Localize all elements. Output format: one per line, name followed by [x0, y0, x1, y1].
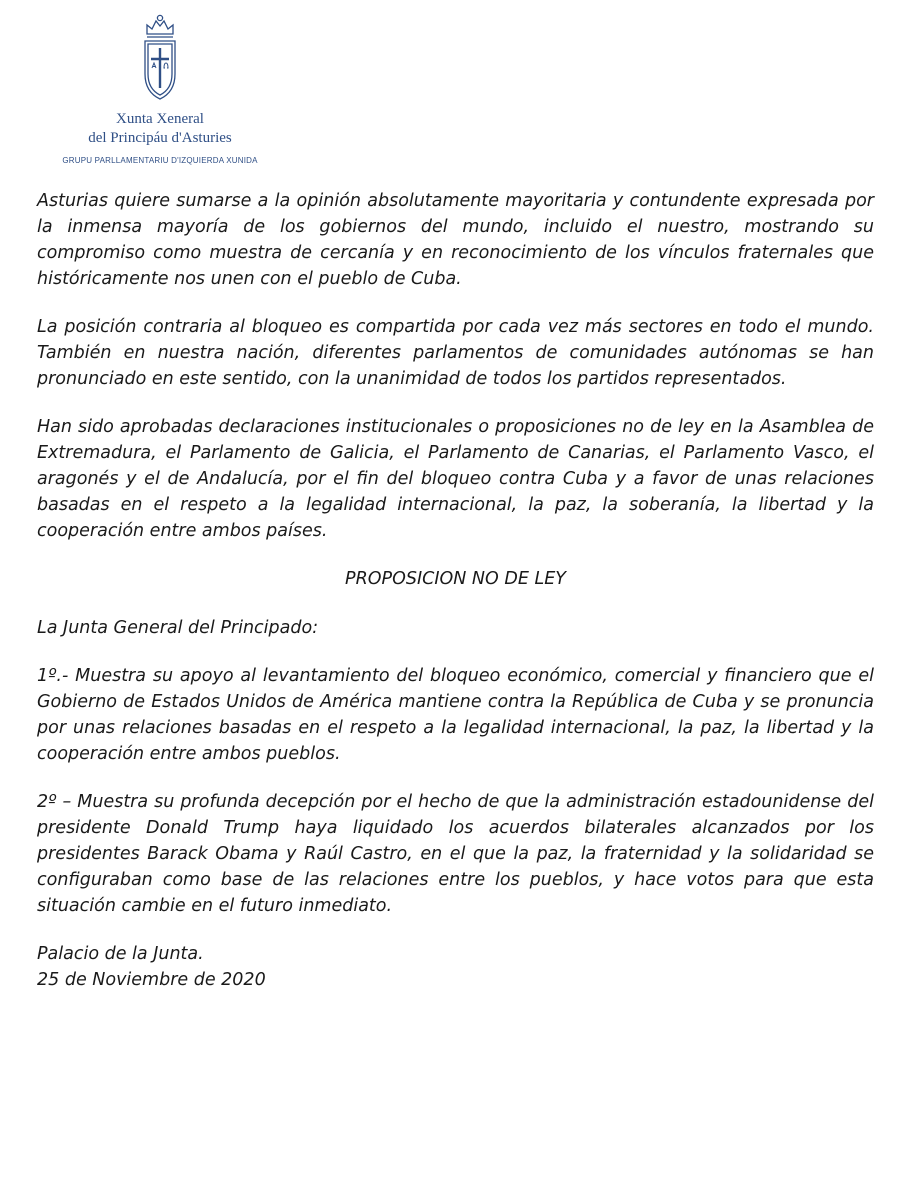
letterhead: [40, 12, 280, 165]
signing-date: 25 de Noviembre de 2020: [37, 970, 266, 990]
paragraph-3: Han sido aprobadas declaraciones institucionales o proposiciones no de ley en la Asamblea de Extremadura, el Parlamento de Galicia, el Parlamento de Canarias, el Parlamento Vasco, el aragonés y el de Andalucía, por el fin del bloqueo contra Cuba y a favor de unas relaciones basadas en el respeto a la legalidad internacional, la paz, la soberanía, la libertad y la cooperación entre ambos países.: [37, 417, 874, 541]
paragraph-1: Asturias quiere sumarse a la opinión absolutamente mayoritaria y contundente expresada por la inmensa mayoría de los gobiernos del mundo, incluido el nuestro, mostrando su compromiso como muestra de cercanía y en reconocimiento de los vínculos fraternales que históricamente nos unen con el pueblo de Cuba.: [37, 191, 874, 289]
organization-name: [88, 110, 232, 148]
organization-name-line1: Xunta Xeneral: [116, 111, 204, 127]
organization-name-line2: del Principáu d'Asturies: [88, 130, 232, 146]
parliamentary-group: GRUPU PARLLAMENTARIU D'IZQUIERDA XUNIDA: [62, 156, 258, 165]
document-body: [37, 188, 874, 993]
paragraph-2: La posición contraria al bloqueo es compartida por cada vez más sectores en todo el mundo. También en nuestra nación, diferentes parlamentos de comunidades autónomas se han pronunciado en este sentido, con la unanimidad de todos los partidos representados.: [37, 317, 874, 389]
resolution-item-1: 1º.- Muestra su apoyo al levantamiento del bloqueo económico, comercial y financiero que el Gobierno de Estados Unidos de América mantiene contra la República de Cuba y se pronuncia por unas relaciones basadas en el respeto a la legalidad internacional, la paz, la libertad y la cooperación entre ambos pueblos.: [37, 666, 874, 764]
asturias-coat-of-arms-icon: [138, 12, 182, 102]
resolution-intro: La Junta General del Principado:: [37, 618, 319, 638]
section-heading: PROPOSICION NO DE LEY: [345, 569, 566, 589]
signing-place: Palacio de la Junta.: [37, 944, 204, 964]
resolution-item-2: 2º – Muestra su profunda decepción por el hecho de que la administración estadounidense del presidente Donald Trump haya liquidado los acuerdos bilaterales alcanzados por los presidentes Barack Obama y Raúl Castro, en el que la paz, la fraternidad y la solidaridad se configuraban como base de las relaciones entre los pueblos, y hace votos para que esta situación cambie en el futuro inmediato.: [37, 792, 874, 916]
